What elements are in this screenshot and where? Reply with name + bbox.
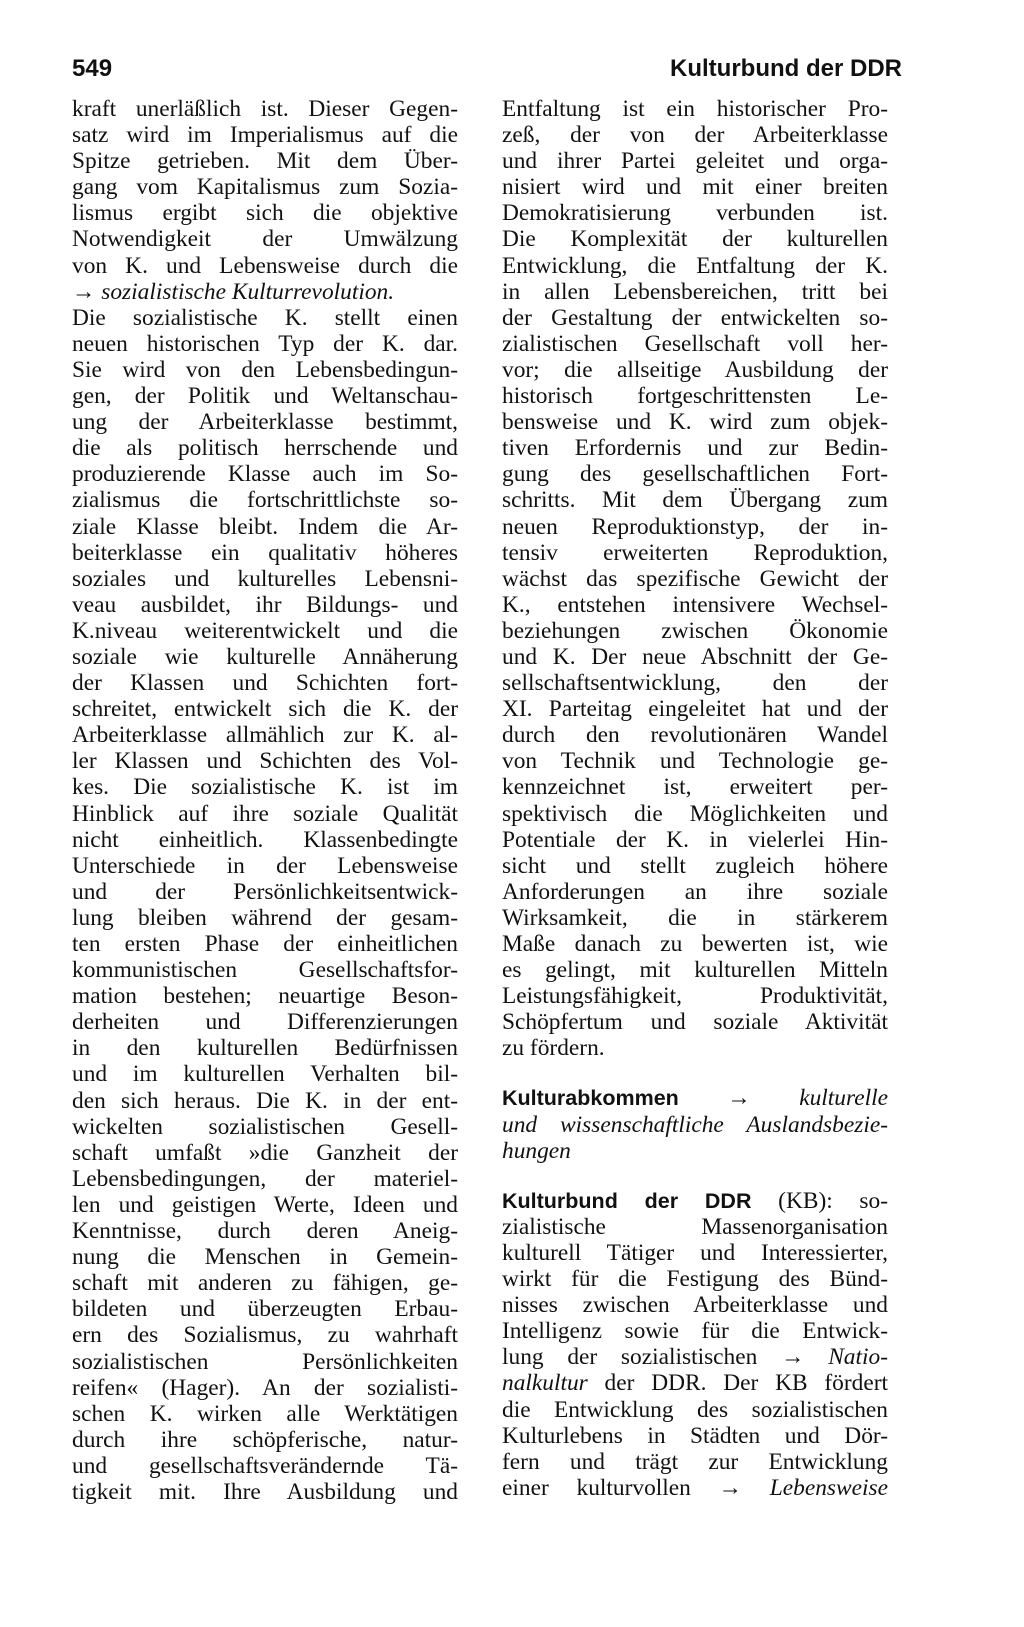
text-line: Hinblick auf ihre soziale Qualität <box>72 800 458 827</box>
text-line: Anforderungen an ihre soziale <box>502 878 888 905</box>
text-line: Schöpfertum und soziale Aktivität <box>502 1009 888 1036</box>
text-line: schaft mit anderen zu fähigen, ge- <box>72 1270 458 1297</box>
text-line: durch den revolutionären Wandel <box>502 722 888 749</box>
text-line: wirkt für die Festigung des Bünd- <box>502 1266 888 1293</box>
running-head <box>72 52 902 86</box>
page-number: 549 <box>72 55 113 82</box>
text-line: zialismus die fortschrittlichste so- <box>72 487 458 514</box>
text-line: mation bestehen; neuartige Beson- <box>72 983 458 1010</box>
text-line <box>502 1085 888 1111</box>
text-line: den sich heraus. Die K. in der ent- <box>72 1087 458 1114</box>
text-line: gen, der Politik und Weltanschau- <box>72 383 458 410</box>
text-line: ziale Klasse bleibt. Indem die Ar- <box>72 513 458 540</box>
text-line: gang vom Kapitalismus zum Sozia- <box>72 174 458 201</box>
text-line: kommunistischen Gesellschaftsfor- <box>72 957 458 984</box>
cross-reference-link[interactable]: hungen <box>502 1137 571 1164</box>
entry-text: (KB): so- <box>751 1187 888 1214</box>
text-line: sozialistischen Persönlichkeiten <box>72 1348 458 1375</box>
text-line: Notwendigkeit der Umwälzung <box>72 226 458 253</box>
text-line: veau ausbildet, ihr Bildungs- und <box>72 591 458 618</box>
text-line: und der Persönlichkeitsentwick- <box>72 878 458 905</box>
text-line: zialistische Massenorganisation <box>502 1213 888 1240</box>
arrow-icon: → <box>781 1344 805 1371</box>
text-line: produzierende Klasse auch im So- <box>72 461 458 488</box>
text-line: kennzeichnet ist, erweitert per- <box>502 774 888 801</box>
text-line: tigkeit mit. Ihre Ausbildung und <box>72 1478 458 1505</box>
text-line: Wirksamkeit, die in stärkerem <box>502 904 888 931</box>
text-line: und gesellschaftsverändernde Tä- <box>72 1452 458 1479</box>
text-line: tensiv erweiterten Reproduktion, <box>502 539 888 566</box>
arrow-icon: → <box>727 1085 751 1112</box>
text-line: schaft umfaßt »die Ganzheit der <box>72 1139 458 1166</box>
text-line: reifen« (Hager). An der sozialisti- <box>72 1374 458 1401</box>
text-line: schreitet, entwickelt sich die K. der <box>72 696 458 723</box>
text-line: Intelligenz sowie für die Entwick- <box>502 1318 888 1345</box>
text-line: und K. Der neue Abschnitt der Ge- <box>502 643 888 670</box>
text-line: zeß, der von der Arbeiterklasse <box>502 122 888 149</box>
text-line: Potentiale der K. in vielerlei Hin- <box>502 826 888 853</box>
text-line: kulturell Tätiger und Interessierter, <box>502 1239 888 1266</box>
text-line: bensweise und K. wird zum objek- <box>502 409 888 436</box>
left-column <box>72 96 458 1505</box>
text-line: beziehungen zwischen Ökonomie <box>502 617 888 644</box>
text-line: Spitze getrieben. Mit dem Über- <box>72 148 458 175</box>
text-line: fern und trägt zur Entwicklung <box>502 1448 888 1475</box>
text-line: Maße danach zu bewerten ist, wie <box>502 931 888 957</box>
text-line: neuen Reproduktionstyp, der in- <box>502 513 888 540</box>
text-line: tiven Erfordernis und zur Bedin- <box>502 435 888 462</box>
text-line: beiterklasse ein qualitativ höheres <box>72 539 458 566</box>
text-line: ung der Arbeiterklasse bestimmt, <box>72 409 458 436</box>
entry-text: einer kulturvollen <box>502 1474 691 1501</box>
text-line: nung die Menschen in Gemein- <box>72 1244 458 1271</box>
entry-kulturabkommen <box>502 1085 888 1163</box>
text-line: Entwicklung, die Entfaltung der K. <box>502 252 888 279</box>
text-line: nicht einheitlich. Klassenbedingte <box>72 826 458 853</box>
text-line: derheiten und Differenzierungen <box>72 1009 458 1036</box>
text-line: ten ersten Phase der einheitlichen <box>72 931 458 957</box>
text-line: historisch fortgeschrittensten Le- <box>502 383 888 410</box>
text-line: Demokratisierung verbunden ist. <box>502 200 888 227</box>
text-line <box>502 1188 888 1214</box>
text-line: wächst das spezifische Gewicht der <box>502 565 888 592</box>
text-line: Unterschiede in der Lebensweise <box>72 852 458 879</box>
arrow-icon: → <box>72 278 96 305</box>
text-line <box>502 1138 888 1164</box>
text-line: kes. Die sozialistische K. ist im <box>72 774 458 801</box>
text-line: zialistischen Gesellschaft voll her- <box>502 330 888 357</box>
text-line: K.niveau weiterentwickelt und die <box>72 617 458 644</box>
text-line: Kenntnisse, durch deren Aneig- <box>72 1218 458 1245</box>
text-line <box>502 1370 888 1396</box>
text-line: kraft unerläßlich ist. Dieser Gegen- <box>72 96 458 122</box>
text-line: nisses zwischen Arbeiterklasse und <box>502 1292 888 1319</box>
text-line: die Entwicklung des sozialistischen <box>502 1396 888 1423</box>
text-line: Die Komplexität der kulturellen <box>502 226 888 253</box>
text-line: ern des Sozialismus, zu wahrhaft <box>72 1322 458 1349</box>
arrow-icon: → <box>718 1474 742 1501</box>
text-line: K., entstehen intensivere Wechsel- <box>502 591 888 618</box>
text-line: und ihrer Partei geleitet und orga- <box>502 148 888 175</box>
text-line: Leistungsfähigkeit, Produktivität, <box>502 983 888 1010</box>
text-line: der Gestaltung der entwickelten so- <box>502 304 888 331</box>
text-line <box>72 279 458 305</box>
continuation-text <box>502 96 888 1061</box>
text-line: schen K. wirken alle Werktätigen <box>72 1400 458 1427</box>
text-line: von K. und Lebensweise durch die <box>72 252 458 279</box>
text-line: Kulturlebens in Städten und Dör- <box>502 1422 888 1449</box>
text-line <box>502 1475 888 1501</box>
headword: Kulturbund der DDR <box>502 1188 752 1213</box>
text-line: len und geistigen Werte, Ideen und <box>72 1191 458 1218</box>
text-line: Sie wird von den Lebensbedingun- <box>72 356 458 383</box>
text-line: spektivisch die Möglichkeiten und <box>502 800 888 827</box>
text-line: in allen Lebensbereichen, tritt bei <box>502 278 888 305</box>
cross-reference-link[interactable]: und wissenschaftliche Auslandsbezie- <box>502 1111 888 1138</box>
text-line: lismus ergibt sich die objektive <box>72 200 458 227</box>
running-title: Kulturbund der DDR <box>670 55 902 82</box>
text-line: XI. Parteitag eingeleitet hat und der <box>502 696 888 723</box>
text-line: soziale wie kulturelle Annäherung <box>72 643 458 670</box>
text-line <box>502 1112 888 1138</box>
right-column <box>502 96 888 1501</box>
text-line: Entfaltung ist ein historischer Pro- <box>502 96 888 122</box>
cross-reference-link[interactable]: Natio- <box>828 1344 888 1371</box>
cross-reference-link[interactable]: sozialistische Kulturrevolution. <box>101 278 395 305</box>
text-line: sicht und stellt zugleich höhere <box>502 852 888 879</box>
text-line: lung bleiben während der gesam- <box>72 904 458 931</box>
text-line: soziales und kulturelles Lebensni- <box>72 565 458 592</box>
text-line: sellschaftsentwicklung, den der <box>502 670 888 697</box>
text-line: neuen historischen Typ der K. dar. <box>72 330 458 357</box>
text-line: bildeten und überzeugten Erbau- <box>72 1296 458 1323</box>
text-line: wickelten sozialistischen Gesell- <box>72 1113 458 1140</box>
text-line: von Technik und Technologie ge- <box>502 748 888 775</box>
text-line: zu fördern. <box>502 1035 605 1062</box>
cross-reference-link[interactable]: nalkultur <box>502 1370 588 1397</box>
text-line: gung des gesellschaftlichen Fort- <box>502 461 888 488</box>
text-line: Lebensbedingungen, der materiel- <box>72 1165 458 1192</box>
text-line: in den kulturellen Bedürfnissen <box>72 1035 458 1062</box>
text-line: Arbeiterklasse allmählich zur K. al- <box>72 722 458 749</box>
text-line: ler Klassen und Schichten des Vol- <box>72 748 458 775</box>
text-line: es gelingt, mit kulturellen Mitteln <box>502 957 888 984</box>
text-line: vor; die allseitige Ausbildung der <box>502 356 888 383</box>
cross-reference-link[interactable]: Lebensweise <box>769 1474 888 1501</box>
entry-text: lung der sozialistischen <box>502 1344 758 1371</box>
text-line: Die sozialistische K. stellt einen <box>72 304 458 331</box>
text-line: satz wird im Imperialismus auf die <box>72 122 458 149</box>
text-line: die als politisch herrschende und <box>72 435 458 462</box>
text-line: der Klassen und Schichten fort- <box>72 670 458 697</box>
text-line: nisiert wird und mit einer breiten <box>502 174 888 201</box>
entry-kulturbund <box>502 1188 888 1501</box>
text-line: durch ihre schöpferische, natur- <box>72 1426 458 1453</box>
headword: Kulturabkommen <box>502 1086 679 1111</box>
text-line: und im kulturellen Verhalten bil- <box>72 1061 458 1088</box>
cross-reference-link[interactable]: kulturelle <box>799 1085 888 1112</box>
text-line: schritts. Mit dem Übergang zum <box>502 487 888 514</box>
text-line <box>502 1344 888 1370</box>
entry-text: der DDR. Der KB fördert <box>587 1370 888 1397</box>
